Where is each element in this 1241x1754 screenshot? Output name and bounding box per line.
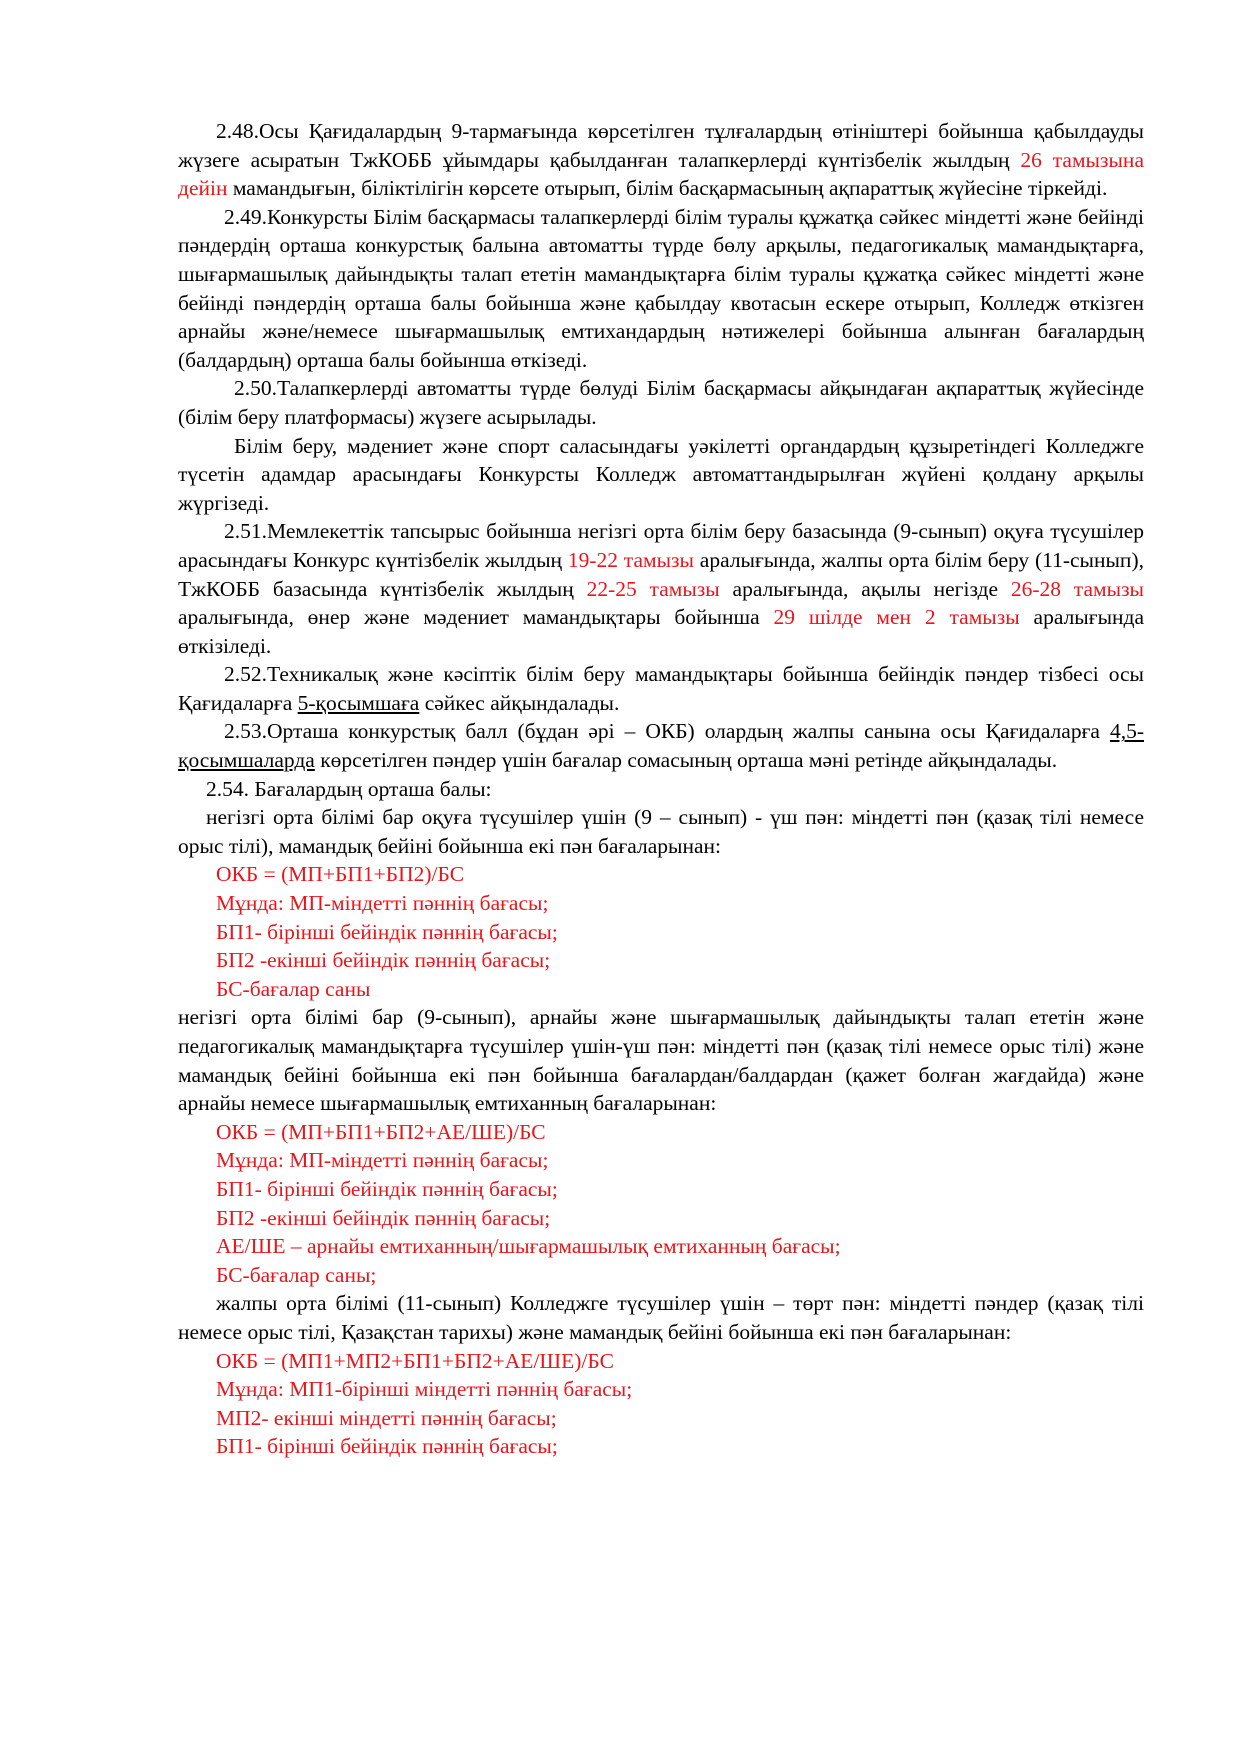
appendix-5-link[interactable]: 5-қосымшаға xyxy=(297,690,420,715)
paragraph-2-53: 2.53.Орташа конкурстық балл (бұдан әрі – ОКБ) олардың жалпы санына осы Қағидаларға 4,5-қосымшаларда көрсетілген пәндер үшін бағалар сомасының орташа мәні ретінде айқындалады. xyxy=(178,719,1144,773)
formula-line: ОКБ = (МП+БП1+БП2+АЕ/ШЕ)/БС xyxy=(216,1119,546,1144)
formula-line: Мұнда: МП1-бірінші міндетті пәннің бағасы; xyxy=(216,1377,633,1402)
date-range-highlight: 29 шілде мен 2 тамызы xyxy=(773,605,1020,630)
formula-line: ОКБ = (МП1+МП2+БП1+БП2+АЕ/ШЕ)/БС xyxy=(216,1348,614,1373)
formula-line: БС-бағалар саны; xyxy=(216,1262,377,1287)
paragraph-2-48: 2.48.Осы Қағидалардың 9-тармағында көрсетілген тұлғалардың өтініштері бойынша қабылдауды жүзеге асыратын ТжКОББ ұйымдары қабылданған талапкерлерді күнтізбелік жылдың 26 тамызына дейін мамандығын, біліктілігін көрсете отырып, білім басқармасының ақпараттық жүйесіне тіркейді. xyxy=(178,119,1144,201)
formula-line: БП2 -екінші бейіндік пәннің бағасы; xyxy=(216,1205,551,1230)
section-9th-grade-intro: негізгі орта білімі бар оқуға түсушілер үшін (9 – сынып) - үш пән: міндетті пән (қазақ тілі немесе орыс тілі), мамандық бейіні бойынша екі пән бағаларынан: xyxy=(178,805,1144,858)
formula-line: МП2- екінші міндетті пәннің бағасы; xyxy=(216,1405,557,1430)
date-range-highlight: 19-22 тамызы xyxy=(567,547,694,572)
formula-line: БП2 -екінші бейіндік пәннің бағасы; xyxy=(216,948,551,973)
formula-line: ОКБ = (МП+БП1+БП2)/БС xyxy=(216,862,465,887)
date-range-highlight: 22-25 тамызы xyxy=(586,576,720,601)
formula-line: БП1- бірінші бейіндік пәннің бағасы; xyxy=(216,1176,558,1201)
paragraph-2-50-continued: Білім беру, мәдениет және спорт саласындағы уәкілетті органдардың құзыретіндегі Колледжге түсетін адамдар арасындағы Конкурсты Колледж автоматтандырылған жүйені қолдану арқылы жүргізеді. xyxy=(178,433,1144,515)
formula-line: БП1- бірінші бейіндік пәннің бағасы; xyxy=(216,1434,558,1459)
section-11th-grade-intro: жалпы орта білімі (11-сынып) Колледжге түсушілер үшін – төрт пән: міндетті пәндер (қазақ тілі немесе орыс тілі, Қазақстан тарихы) және мамандық бейіні бойынша екі пән бағаларынан: xyxy=(178,1291,1144,1344)
paragraph-2-51: 2.51.Мемлекеттік тапсырыс бойынша негізгі орта білім беру базасында (9-сынып) оқуға түсушілер арасындағы Конкурс күнтізбелік жылдың 19-22 тамызы аралығында, жалпы орта білім беру (11-сынып), ТжКОББ базасында күнтізбелік жылдың 22-25 тамызы аралығында, ақылы негізде 26-28 тамызы аралығында, өнер және мәдениет мамандықтары бойынша 29 шілде мен 2 тамызы аралығында өткізіледі. xyxy=(178,519,1145,658)
date-range-highlight: 26-28 тамызы xyxy=(1010,576,1145,601)
deadline-highlight: 26 тамызына дейін xyxy=(178,147,1144,201)
formula-line: АЕ/ШЕ – арнайы емтиханның/шығармашылық емтиханның бағасы; xyxy=(216,1234,841,1259)
paragraph-2-52: 2.52.Техникалық және кәсіптік білім беру мамандықтары бойынша бейіндік пәндер тізбесі осы Қағидаларға 5-қосымшаға сәйкес айқындалады. xyxy=(178,662,1144,715)
formula-line: БС-бағалар саны xyxy=(216,976,371,1001)
paragraph-2-49: 2.49.Конкурсты Білім басқармасы талапкерлерді білім туралы құжатқа сәйкес міндетті және бейінді пәндердің орташа конкурстық балына автоматты түрде бөлу арқылы, педагогикалық мамандықтарға, шығармашылық дайындықты талап ететін мамандықтарға білім туралы құжатқа сәйкес міндетті және бейінді пәндердің орташа балы бойынша және қабылдау квотасын ескере отырып, Колледж өткізген арнайы және/немесе шығармашылық емтихандардың нәтижелері бойынша алынған бағалардың (балдардың) орташа балы бойынша өткізеді. xyxy=(178,204,1144,372)
paragraph-2-50: 2.50.Талапкерлерді автоматты түрде бөлуді Білім басқармасы айқындаған ақпараттық жүйесінде (білім беру платформасы) жүзеге асырылады. xyxy=(178,376,1144,429)
formula-line: Мұнда: МП-міндетті пәннің бағасы; xyxy=(216,1148,549,1173)
formula-line: Мұнда: МП-міндетті пәннің бағасы; xyxy=(216,891,549,916)
appendix-4-5-link[interactable]: 4,5-қосымшаларда xyxy=(178,719,1144,773)
paragraph-2-54: 2.54. Бағалардың орташа балы: xyxy=(206,776,492,801)
document-page xyxy=(178,117,1144,1461)
section-creative-intro: негізгі орта білімі бар (9-сынып), арнайы және шығармашылық дайындықты талап ететін және педагогикалық мамандықтарға түсушілер үшін-үш пән: міндетті пән (қазақ тілі немесе орыс тілі) және мамандық бейіні бойынша екі пән бойынша бағалардан/балдардан (қажет болған жағдайда) және арнайы немесе шығармашылық емтиханның бағаларынан: xyxy=(178,1005,1144,1116)
formula-line: БП1- бірінші бейіндік пәннің бағасы; xyxy=(216,919,558,944)
